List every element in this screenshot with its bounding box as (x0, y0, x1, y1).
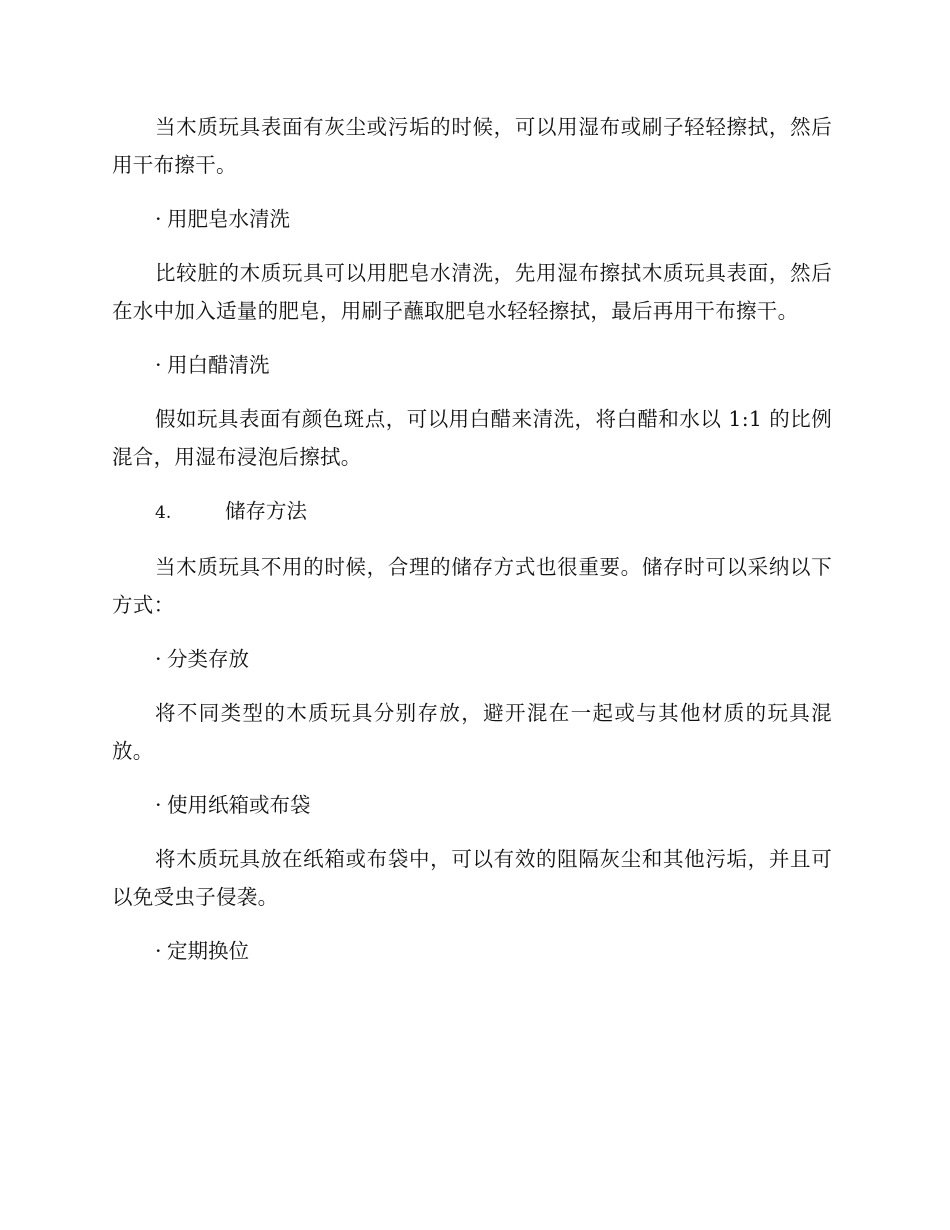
bullet-label: 用白醋清洗 (167, 353, 270, 377)
bullet-label: 分类存放 (167, 647, 249, 671)
bullet-soap-water (112, 200, 832, 238)
paragraph-white-vinegar: 假如玩具表面有颜色斑点，可以用白醋来清洗，将白醋和水以 1:1 的比例混合，用湿布浸泡后擦拭。 (112, 407, 832, 469)
paragraph-soap-water: 比较脏的木质玩具可以用肥皂水清洗，先用湿布擦拭木质玩具表面，然后在水中加入适量的肥皂，用刷子蘸取肥皂水轻轻擦拭，最后再用干布擦干。 (112, 261, 832, 323)
paragraph-box-or-bag: 将木质玩具放在纸箱或布袋中，可以有效的阻隔灰尘和其他污垢，并且可以免受虫子侵袭。 (112, 847, 832, 909)
bullet-dot: · (155, 647, 162, 671)
bullet-dot: · (155, 353, 162, 377)
bullet-rotate-regularly (112, 932, 832, 970)
section-heading-storage (112, 492, 832, 532)
bullet-label: 定期换位 (167, 939, 249, 963)
bullet-sort-storage (112, 640, 832, 678)
bullet-label: 使用纸箱或布袋 (167, 793, 311, 817)
bullet-dot: · (155, 207, 162, 231)
paragraph-storage-intro: 当木质玩具不用的时候，合理的储存方式也很重要。储存时可以采纳以下方式： (112, 555, 832, 617)
bullet-white-vinegar (112, 346, 832, 384)
bullet-box-or-bag (112, 786, 832, 824)
paragraph-dust-cleaning: 当木质玩具表面有灰尘或污垢的时候，可以用湿布或刷子轻轻擦拭，然后用干布擦干。 (112, 115, 832, 177)
bullet-dot: · (155, 793, 162, 817)
document-body (112, 108, 832, 986)
bullet-label: 用肥皂水清洗 (167, 207, 290, 231)
section-title: 储存方法 (225, 499, 307, 523)
section-number: 4. (155, 503, 172, 523)
paragraph-sort-storage: 将不同类型的木质玩具分别存放，避开混在一起或与其他材质的玩具混放。 (112, 701, 832, 763)
bullet-dot: · (155, 939, 162, 963)
